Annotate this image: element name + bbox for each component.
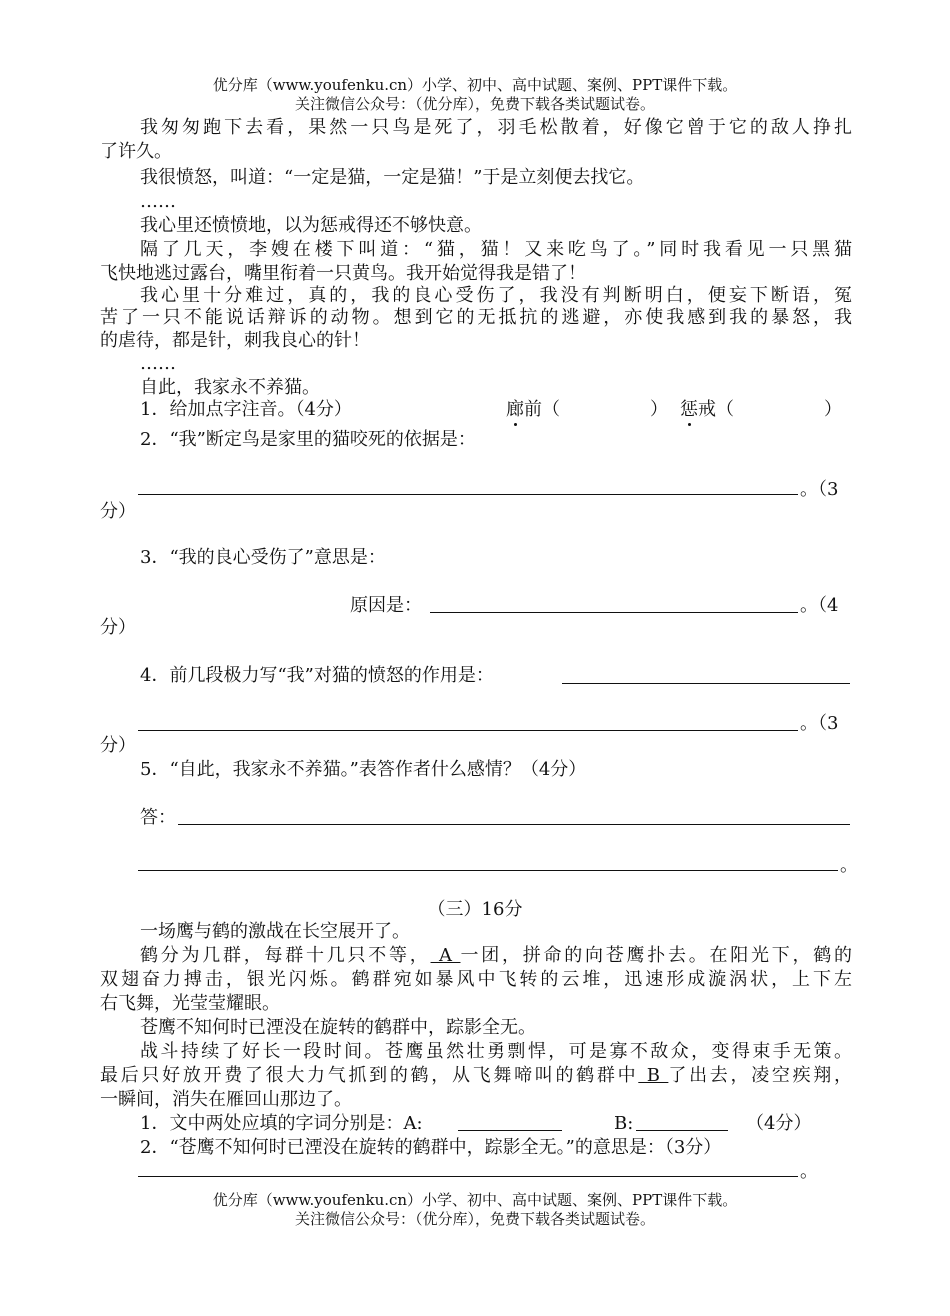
blank-a[interactable]: A: [430, 945, 461, 966]
passage-line: 苦了一只不能说话辩诉的动物。想到它的无抵抗的逃避，亦使我感到我的暴怒，我: [100, 307, 852, 328]
passage-line: 我心里十分难过，真的，我的良心受伤了，我没有判断明白，便妄下断语，冤: [140, 285, 852, 306]
reason-label: 原因是：: [350, 595, 422, 616]
passage-line: 我心里还愤愤地，以为惩戒得还不够快意。: [140, 215, 482, 236]
score-end: 。（3: [800, 479, 839, 500]
question-3: 3．“我的良心受伤了”意思是：: [140, 547, 386, 568]
section3-question-1: 1．文中两处应填的字词分别是：A:: [140, 1113, 423, 1134]
score-label: 分）: [100, 617, 136, 638]
score-end: 。（4: [800, 595, 839, 616]
passage-line: 隔了几天，李嫂在楼下叫道：“猫，猫！又来吃鸟了。”同时我看见一只黑猫: [140, 239, 852, 260]
passage-line: 右飞舞，光莹莹耀眼。: [100, 993, 280, 1014]
dotted-char: 廊: [506, 399, 524, 420]
question-2: 2．“我”断定鸟是家里的猫咬死的依据是：: [140, 429, 476, 450]
passage-line: 的虐待，都是针，刺我良心的针！: [100, 330, 370, 351]
header-line-1: 优分库（www.youfenku.cn）小学、初中、高中试题、案例、PPT课件下载。: [212, 76, 738, 94]
question-4: 4．前几段极力写“我”对猫的愤怒的作用是：: [140, 665, 494, 686]
answer-line[interactable]: [562, 683, 850, 684]
answer-line[interactable]: [430, 612, 798, 613]
label-b: B:: [614, 1113, 634, 1134]
question-1: 1．给加点字注音。（4分）: [140, 399, 352, 420]
page-header: [0, 76, 950, 114]
header-line-2: 关注微信公众号：（优分库），免费下载各类试题试卷。: [294, 95, 655, 113]
score-label: 分）: [100, 735, 136, 756]
passage-line: 一瞬间，消失在雁回山那边了。: [100, 1089, 352, 1110]
section3-question-2: 2．“苍鹰不知何时已湮没在旋转的鹤群中，踪影全无。”的意思是：（3分）: [140, 1137, 722, 1158]
pinyin-close-2: ）: [824, 399, 842, 420]
pinyin-item-2: 惩戒（: [680, 399, 734, 420]
passage-line: 自此，我家永不养猫。: [140, 377, 320, 398]
answer-line-a[interactable]: [458, 1130, 562, 1131]
footer-line-2: 关注微信公众号：（优分库），免费下载各类试题试卷。: [294, 1210, 655, 1228]
footer-line-1: 优分库（www.youfenku.cn）小学、初中、高中试题、案例、PPT课件下载。: [212, 1191, 738, 1209]
ellipsis: ……: [140, 191, 176, 212]
question-5: 5．“自此，我家永不养猫。”表答作者什么感情？（4分）: [140, 759, 587, 780]
passage-line: 我很愤怒，叫道：“一定是猫，一定是猫！”于是立刻便去找它。: [140, 167, 645, 188]
passage-line: 飞快地逃过露台，嘴里衔着一只黄鸟。我开始觉得我是错了！: [100, 263, 586, 284]
answer-line[interactable]: [178, 824, 850, 825]
score-label: 分）: [100, 501, 136, 522]
answer-line[interactable]: [138, 870, 838, 871]
pinyin-close-1: ）: [650, 399, 668, 420]
page-footer: [0, 1191, 950, 1229]
passage-line: 双翅奋力搏击，银光闪烁。鹤群宛如暴风中飞转的云堆，迅速形成漩涡状，上下左: [100, 969, 852, 990]
line-end: 。: [800, 1161, 818, 1182]
answer-line[interactable]: [138, 494, 798, 495]
passage-line: 我匆匆跑下去看，果然一只鸟是死了，羽毛松散着，好像它曾于它的敌人挣扎: [140, 117, 852, 138]
answer-line[interactable]: [138, 1176, 798, 1177]
passage-line: 苍鹰不知何时已湮没在旋转的鹤群中，踪影全无。: [140, 1017, 536, 1038]
answer-label: 答：: [140, 807, 176, 828]
pinyin-item-1: 廊前（: [506, 399, 560, 420]
line-end: 。: [840, 855, 858, 876]
passage-line: 最后只好放开费了很大力气抓到的鹤，从飞舞啼叫的鹤群中 B 了出去，凌空疾翔，: [100, 1065, 853, 1086]
passage-line: 鹤分为几群，每群十几只不等， A 一团，拼命的向苍鹰扑去。在阳光下，鹤的: [140, 945, 853, 966]
answer-line-b[interactable]: [636, 1130, 728, 1131]
score-end: 。（3: [800, 713, 839, 734]
dotted-char: 惩: [680, 399, 698, 420]
answer-line[interactable]: [138, 730, 798, 731]
passage-line: 一场鹰与鹤的激战在长空展开了。: [140, 921, 410, 942]
blank-b[interactable]: B: [638, 1065, 669, 1086]
passage-line: 战斗持续了好长一段时间。苍鹰虽然壮勇剽悍，可是寡不敌众，变得束手无策。: [140, 1041, 852, 1062]
score-label: （4分）: [746, 1113, 812, 1134]
passage-line: 了许久。: [100, 141, 172, 162]
section-title: （三）16分: [427, 899, 523, 920]
ellipsis: ……: [140, 353, 176, 374]
